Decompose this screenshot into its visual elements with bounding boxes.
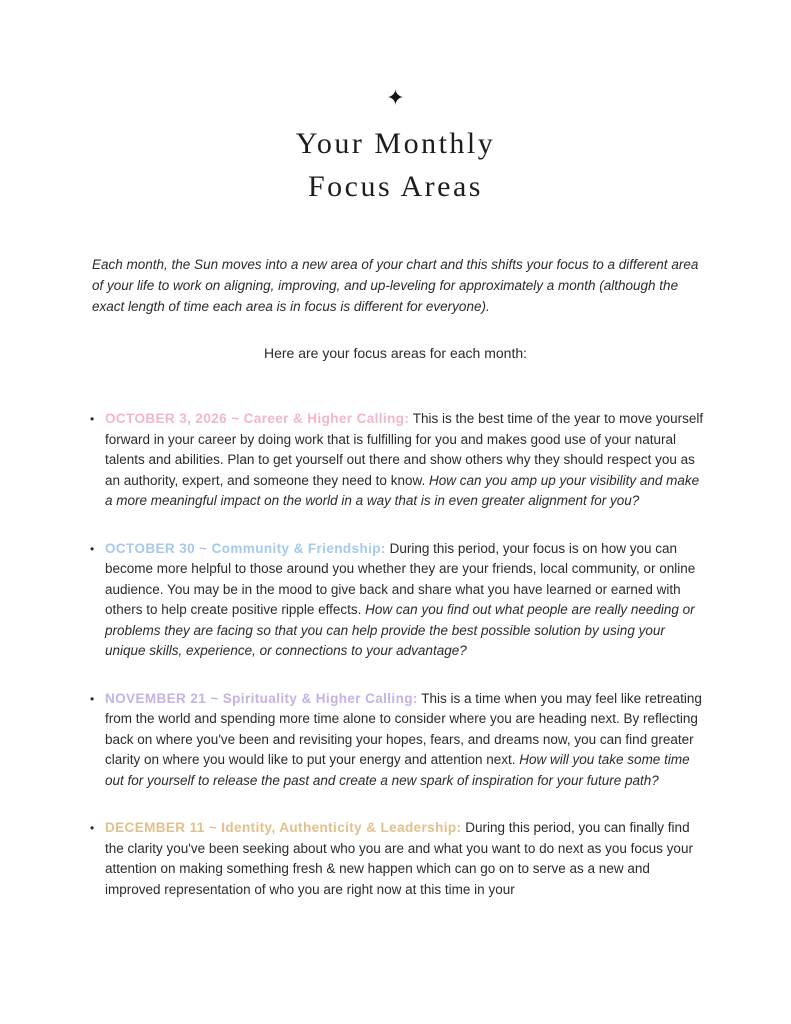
focus-body: During this period, your focus is on how you can become more helpful to those around you whether they are your friends, local community, or online audience. You may be in the mood to give back and share what you have learned or earned with others to help create positive ripple effects.	[105, 540, 696, 617]
intro-paragraph: Each month, the Sun moves into a new area of your chart and this shifts your focus to a different area of your life to work on aligning, improving, and up-leveling for approximately a month (although the exact length of time each area is in focus is different for everyone).	[92, 257, 699, 314]
focus-question: How can you amp up your visibility and make a more meaningful impact on the world in a way that is in even greater alignment for you?	[105, 472, 700, 508]
focus-heading: OCTOBER 30 ~ Community & Friendship:	[105, 540, 386, 556]
page-title-line1: Your Monthly	[295, 127, 496, 160]
focus-heading: OCTOBER 3, 2026 ~ Career & Higher Calling:	[105, 411, 410, 426]
focus-areas-list	[92, 409, 707, 900]
focus-heading: NOVEMBER 21 ~ Spirituality & Higher Calling:	[105, 690, 418, 706]
bullet-icon: •	[90, 691, 95, 706]
focus-section-november-21	[92, 689, 707, 792]
focus-question: How will you take some time out for yourself to release the past and create a new spark of inspiration for your future path?	[105, 752, 690, 788]
sparkle-icon: ✦	[386, 85, 405, 110]
subheading: Here are your focus areas for each month:	[263, 345, 528, 361]
focus-section-october-3	[92, 409, 707, 512]
focus-body: This is a time when you may feel like retreating from the world and spending more time alone to consider where you are heading next. By reflecting back on where you've been and revisiting your hopes, fears, and dreams now, you can find greater clarity on where you would like to put your energy and attention next.	[105, 690, 702, 767]
focus-section-october-30	[92, 539, 707, 662]
bullet-icon: •	[90, 412, 95, 426]
bullet-icon: •	[90, 821, 95, 835]
page-title	[0, 122, 791, 208]
focus-section-december-11	[92, 818, 707, 900]
focus-body: This is the best time of the year to move yourself forward in your career by doing work that is fulfilling for you and makes good use of your natural talents and abilities. Plan to get yourself out there and show others why they should respect you as an authority, expert, and someone they need to know.	[105, 411, 704, 488]
bullet-icon: •	[90, 541, 95, 556]
focus-body: During this period, you can finally find the clarity you've been seeking about who you are and what you want to do next as you focus your attention on making something fresh & new happen which can go on to serve as a new and improved representation of who you are right now at this time in your	[105, 820, 693, 897]
focus-question: How can you find out what people are really needing or problems they are facing so that you can help provide the best possible solution by using your unique skills, experience, or connections to your advantage?	[105, 602, 695, 658]
focus-heading: DECEMBER 11 ~ Identity, Authenticity & Leadership:	[105, 820, 462, 835]
page-title-line2: Focus Areas	[308, 170, 483, 203]
